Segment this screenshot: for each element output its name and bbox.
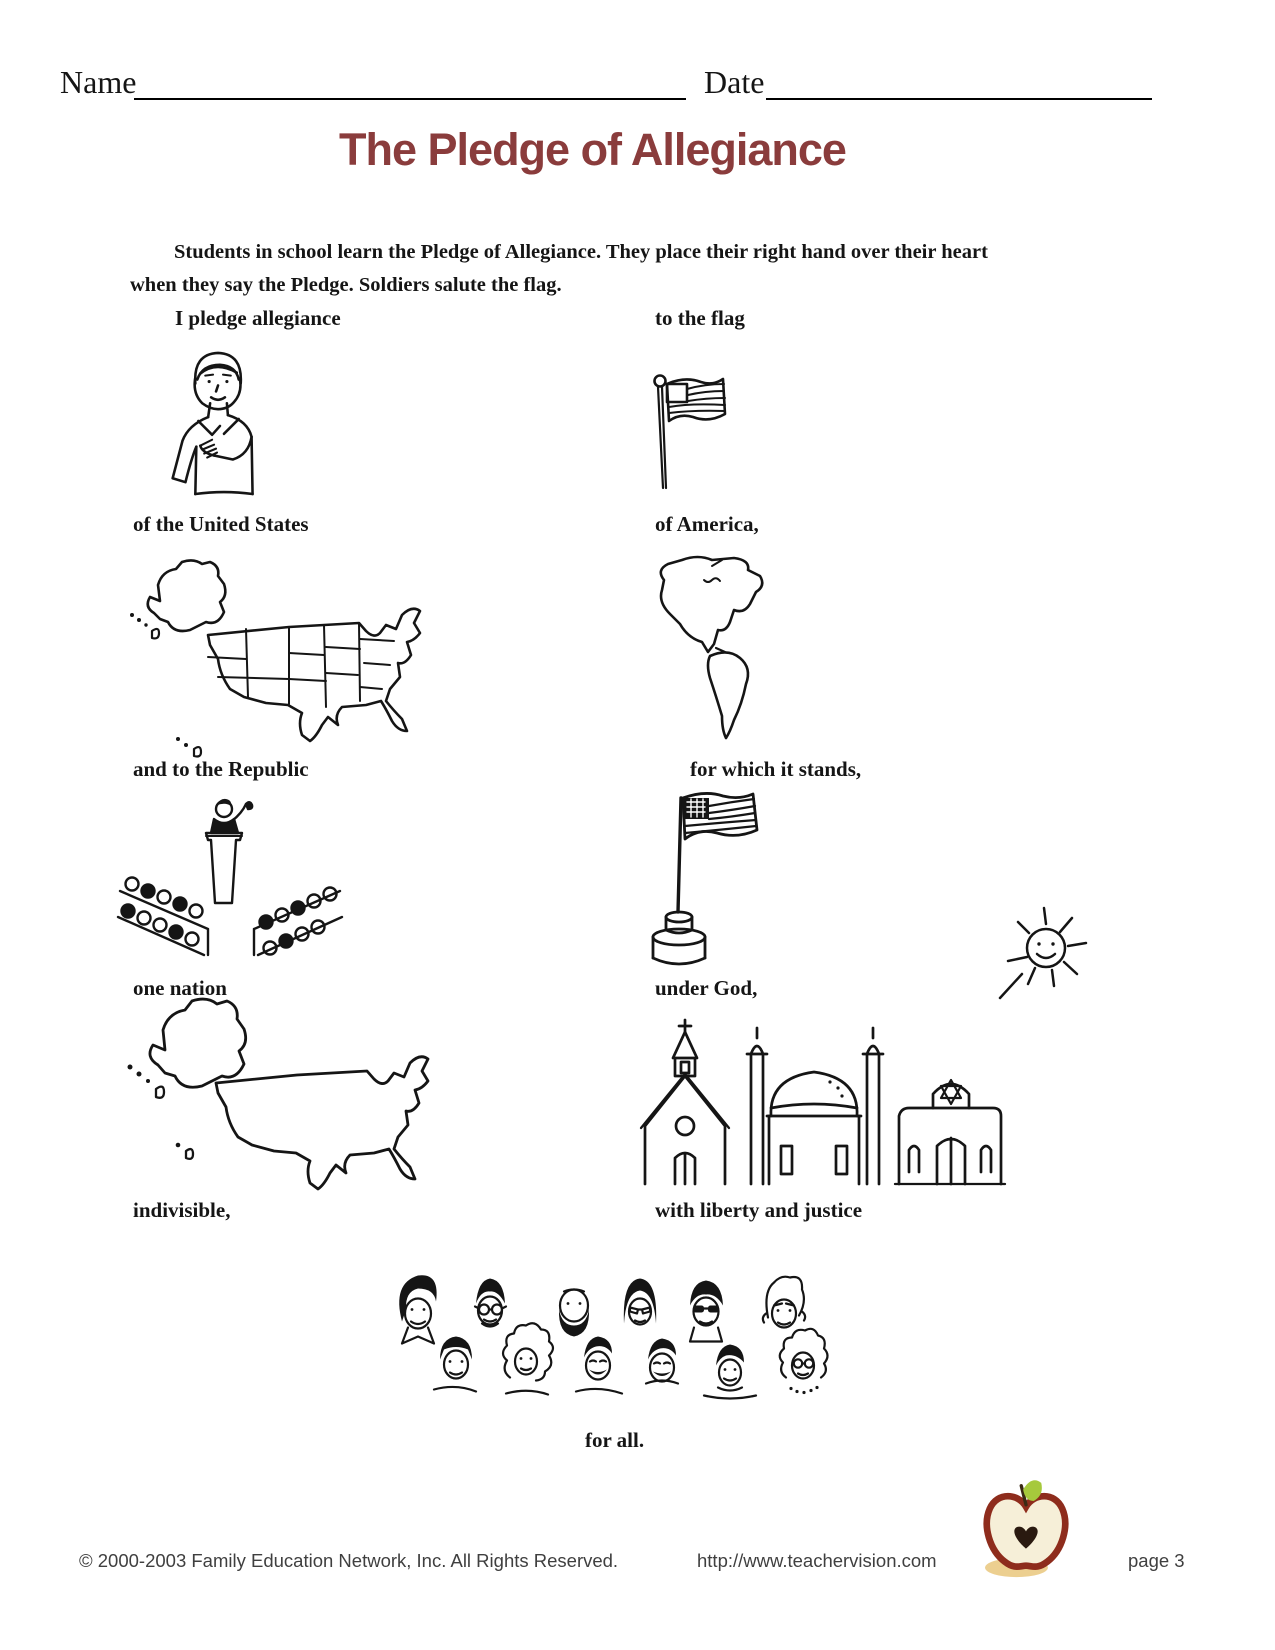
child-with-hand-over-heart-illustration bbox=[150, 348, 290, 496]
phrase-indivisible: indivisible, bbox=[133, 1198, 231, 1222]
church-mosque-and-synagogue-illustration bbox=[633, 1012, 1018, 1192]
phrase-for-all: for all. bbox=[585, 1428, 645, 1452]
phrase-of-the-united-states: of the United States bbox=[133, 512, 309, 536]
date-blank-line bbox=[766, 98, 1152, 100]
phrase-under-god: under God, bbox=[655, 976, 758, 1000]
name-blank-line bbox=[134, 98, 686, 100]
phrase-and-to-the-republic: and to the Republic bbox=[133, 757, 309, 781]
footer-page-number: page 3 bbox=[1128, 1550, 1185, 1571]
north-and-south-america-map-illustration bbox=[646, 552, 796, 757]
us-outline-map-with-alaska-illustration bbox=[120, 995, 440, 1200]
intro-line-2: when they say the Pledge. Soldiers salute the flag. bbox=[130, 274, 562, 296]
page-title: The Pledge of Allegiance bbox=[339, 124, 846, 175]
phrase-i-pledge-allegiance: I pledge allegiance bbox=[175, 306, 341, 330]
smiling-sun-illustration bbox=[992, 902, 1092, 1012]
speaker-at-podium-with-audience-illustration bbox=[116, 795, 346, 960]
crowd-of-diverse-people-illustration bbox=[378, 1260, 868, 1418]
us-map-with-state-borders-illustration bbox=[124, 556, 436, 758]
american-flag-on-pole-illustration bbox=[643, 372, 728, 490]
phrase-to-the-flag: to the flag bbox=[655, 306, 745, 330]
intro-line-1: Students in school learn the Pledge of Allegiance. They place their right hand over their heart bbox=[174, 241, 988, 263]
phrase-for-which-it-stands: for which it stands, bbox=[690, 757, 862, 781]
phrase-with-liberty-and-justice: with liberty and justice bbox=[655, 1198, 863, 1222]
phrase-one-nation: one nation bbox=[133, 976, 227, 1000]
phrase-of-america: of America, bbox=[655, 512, 759, 536]
teachervision-apple-logo bbox=[978, 1480, 1074, 1580]
name-label: Name bbox=[60, 64, 137, 100]
footer-copyright: © 2000-2003 Family Education Network, Inc. All Rights Reserved. bbox=[79, 1550, 619, 1571]
footer-url: http://www.teachervision.com bbox=[697, 1550, 937, 1571]
flag-on-desk-stand-illustration bbox=[645, 790, 770, 972]
date-label: Date bbox=[704, 64, 765, 100]
intro-paragraph bbox=[130, 236, 1140, 302]
